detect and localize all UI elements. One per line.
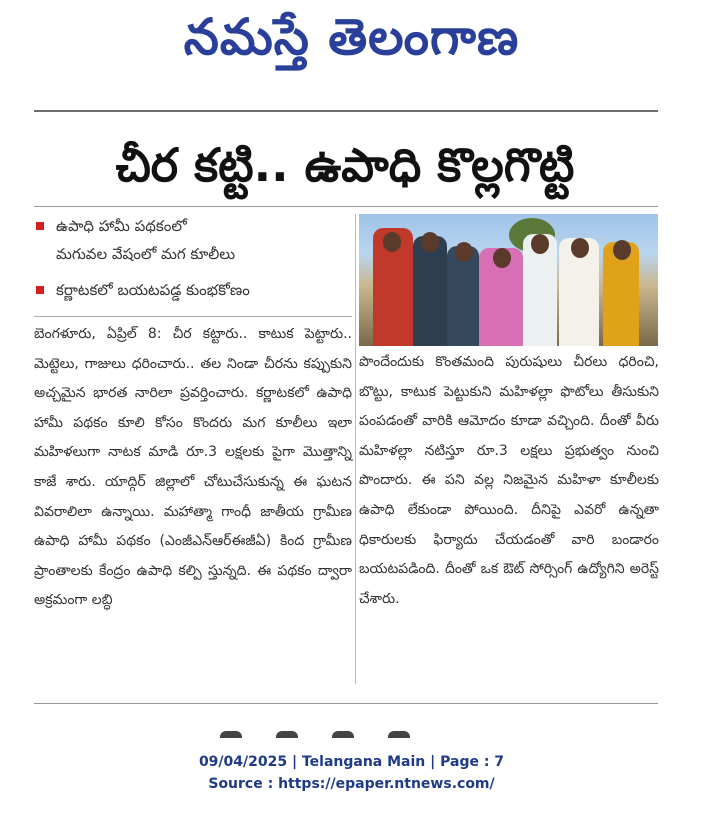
- headline-divider: [34, 206, 658, 207]
- article-column-2: పొందేందుకు కొంతమంది పురుషులు చీరలు ధరించి, బొట్టు, కాటుక పెట్టుకుని మహిళల్లా ఫొటోలు తీసుకుని పంపడంతో వారికి ఆమోదం కూడా వచ్చింది. దీంతో వీరు మహిళల్లా నటిస్తూ రూ.3 లక్షలు ప్రభుత్వం నుంచి పొందారు. ఈ పని వల్ల నిజమైన మహిళా కూలీలకు ఉపాధి లేకుండా పోయింది. దీనిపై ఎవరో ఉన్నతా ధికారులకు ఫిర్యాదు చేయడంతో వారి బండారం బయటపడింది. దీంతో ఒక ఔట్ సోర్సింగ్ ఉద్యోగిని అరెస్ట్ చేశారు.: [359, 354, 659, 607]
- news-photo: [359, 214, 658, 346]
- bullet-line: కర్ణాటకలో బయటపడ్డ కుంభకోణం: [56, 281, 250, 299]
- photo-head: [383, 232, 401, 252]
- bullet-square-icon: [36, 286, 44, 294]
- bottom-divider: [34, 703, 658, 704]
- photo-head: [613, 240, 631, 260]
- bullet-item: [34, 212, 352, 268]
- cut-off-next-headline: [220, 730, 480, 738]
- photo-head: [421, 232, 439, 252]
- column-separator: [355, 214, 356, 684]
- bullets-divider: [34, 316, 352, 317]
- bullet-line: మగువల వేషంలో మగ కూలీలు: [56, 245, 236, 263]
- photo-head: [531, 234, 549, 254]
- photo-head: [455, 242, 473, 262]
- article-column-1: బెంగళూరు, ఏప్రిల్ 8: చీర కట్టారు.. కాటుక పెట్టారు.. మెట్టెలు, గాజులు ధరించారు.. తల నిండా చీరను కప్పుకుని అచ్చమైన భారత నారిలా ప్రవర్తించారు. కర్ణాటకలో ఉపాధి హామీ పథకం కూలి కోసం కొందరు మగ కూలీలు ఇలా మహిళలుగా నాటక మాడి రూ.3 లక్షలకు పైగా మొత్తాన్ని కాజే శారు. యాద్గిర్ జిల్లాలో చోటుచేసుకున్న ఈ ఘటన వివరాలిలా ఉన్నాయి. మహాత్మా గాంధీ జాతీయ గ్రామీణ ఉపాధి హామీ పథకం (ఎంజీఎన్ఆర్ఈజీఏ) కింద గ్రామీణ ప్రాంతాలకు కేంద్రం ఉపాధి కల్పి స్తున్నది. ఈ పథకం ద్వారా అక్రమంగా లబ్ధి: [34, 326, 352, 609]
- bullet-item: [34, 276, 352, 304]
- summary-bullets: [34, 212, 352, 304]
- masthead-title: నమస్తే తెలంగాణ: [183, 8, 520, 66]
- footer-source-line: Source : https://epaper.ntnews.com/: [208, 776, 495, 792]
- bullet-line: ఉపాధి హామీ పథకంలో: [56, 217, 187, 235]
- photo-head: [493, 248, 511, 268]
- bullet-square-icon: [36, 222, 44, 230]
- footer-date-line: 09/04/2025 | Telangana Main | Page : 7: [198, 754, 505, 770]
- top-divider: [34, 110, 658, 112]
- masthead: [0, 0, 703, 90]
- photo-person: [413, 236, 447, 346]
- headline: చీర కట్టి.. ఉపాధి కొల్లగొట్టి: [115, 138, 575, 192]
- photo-head: [571, 238, 589, 258]
